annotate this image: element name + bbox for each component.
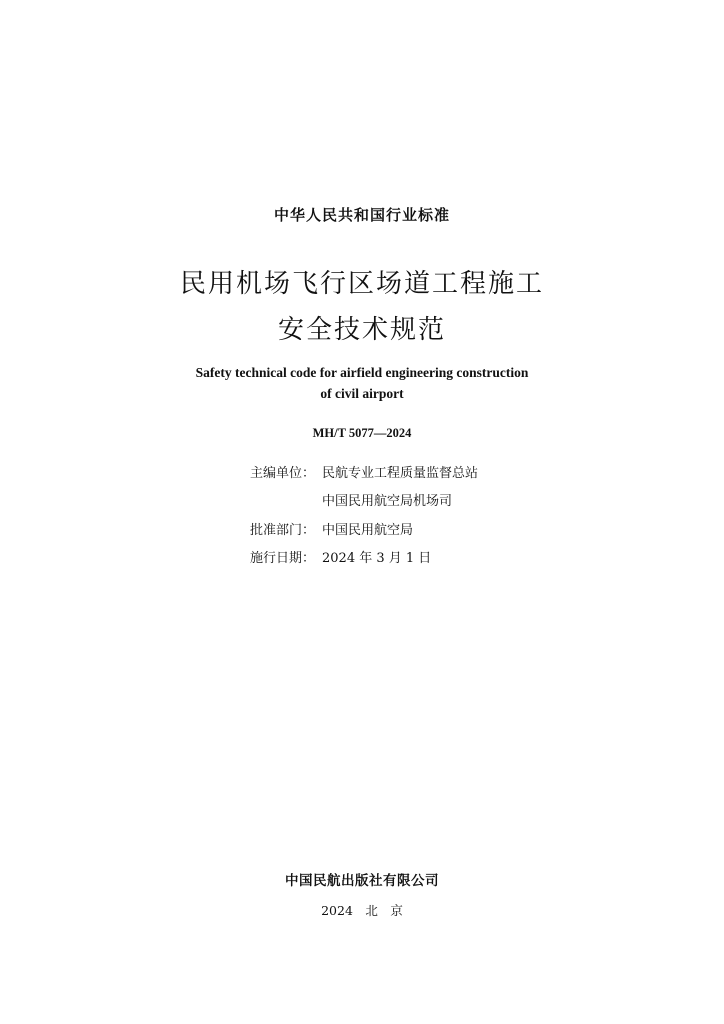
- approver-row: [250, 519, 413, 538]
- chinese-title-line-2: 安全技术规范: [277, 315, 446, 345]
- publisher-name: 中国民航出版社有限公司: [285, 873, 439, 889]
- approver-value: 中国民用航空局: [322, 523, 414, 538]
- standard-category: 中华人民共和国行业标准: [273, 206, 450, 224]
- effective-date-label: 施行日期：: [250, 551, 316, 566]
- effective-date-value: 2024 年 3 月 1 日: [322, 551, 432, 566]
- editor-label: 主编单位：: [250, 466, 316, 481]
- english-title-line-2: of civil airport: [320, 386, 404, 401]
- effective-date-row: [250, 547, 431, 566]
- publication-year-place: 2024 北 京: [321, 903, 403, 918]
- editor-value-2: 中国民用航空局机场司: [322, 494, 453, 509]
- chinese-title-line-1: 民用机场飞行区场道工程施工: [179, 269, 544, 299]
- editor-value-1: 民航专业工程质量监督总站: [322, 466, 479, 481]
- standard-number: MH/T 5077—2024: [312, 426, 412, 440]
- approver-label: 批准部门：: [250, 523, 316, 538]
- editor-row-2: [250, 490, 452, 509]
- editor-row-1: [250, 462, 478, 481]
- english-title-line-1: Safety technical code for airfield engineering construction: [195, 365, 529, 380]
